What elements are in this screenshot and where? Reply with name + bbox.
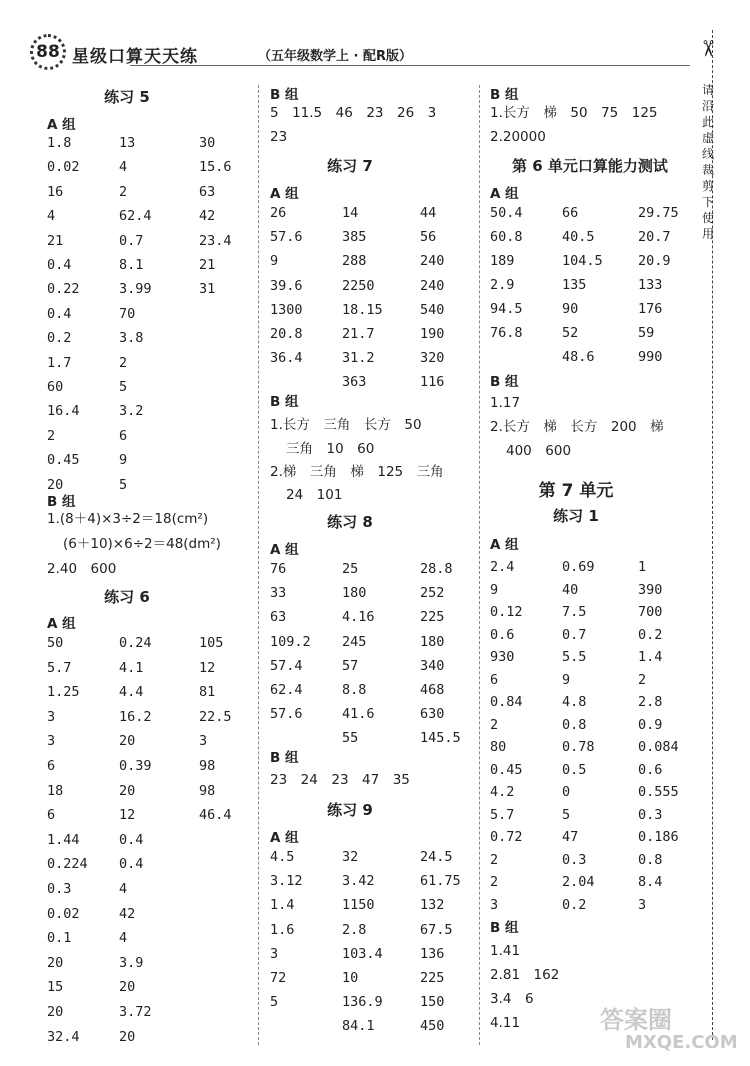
- group-label-a: A 组: [490, 186, 519, 202]
- answer-value: 6: [119, 427, 128, 444]
- answer-value: 189: [490, 253, 515, 269]
- answer-value: 2.8: [342, 921, 367, 938]
- answer-value: 15: [47, 979, 64, 996]
- answer-value: 0.22: [47, 281, 80, 298]
- answer-value: 252: [420, 585, 445, 602]
- answer-value: 0.224: [47, 856, 88, 873]
- answer-value: 0.12: [490, 604, 523, 620]
- group-label-b: B 组: [490, 87, 519, 103]
- watermark-url: MXQE.COM: [625, 1032, 738, 1053]
- answer-value: 0.6: [490, 626, 515, 643]
- answer-value: 245: [342, 633, 367, 650]
- answer-line: 23 24 23 47 35: [270, 772, 410, 788]
- answer-value: 50: [47, 635, 64, 651]
- answer-column-2: [270, 80, 470, 1050]
- answer-value: 0.7: [119, 232, 144, 249]
- answer-value: 5: [119, 379, 128, 395]
- answer-value: 4.4: [119, 684, 144, 701]
- answer-value: 0.69: [562, 559, 595, 575]
- answer-value: 33: [270, 585, 287, 602]
- group-label-b: B 组: [490, 920, 519, 936]
- answer-value: 0.02: [47, 159, 80, 176]
- answer-value: 66: [562, 205, 579, 221]
- answer-value: 0.2: [638, 626, 663, 643]
- book-subtitle: （五年级数学上 · 配R版）: [258, 49, 413, 64]
- answer-line: 400 600: [506, 443, 572, 459]
- answer-value: 84.1: [342, 1018, 375, 1035]
- answer-value: 0: [562, 784, 571, 800]
- cut-instruction: 请沿此虚线裁剪下使用: [701, 83, 714, 241]
- answer-value: 5.7: [47, 659, 72, 676]
- answer-value: 47: [562, 829, 579, 845]
- answer-value: 18: [47, 782, 64, 799]
- answer-value: 62.4: [119, 208, 152, 225]
- answer-value: 16.4: [47, 403, 80, 420]
- section-title-exercise-5: 练习 5: [104, 88, 150, 106]
- answer-value: 21.7: [342, 326, 375, 342]
- answer-value: 0.3: [638, 806, 663, 823]
- section-title-unit-6-test: 第 6 单元口算能力测试: [512, 157, 668, 175]
- answer-value: 8.4: [638, 874, 663, 890]
- answer-value: 42: [119, 905, 136, 922]
- answer-value: 16: [47, 183, 64, 200]
- answer-value: 2250: [342, 277, 375, 294]
- answer-value: 450: [420, 1018, 445, 1035]
- answer-value: 135: [562, 277, 587, 293]
- answer-value: 468: [420, 682, 445, 698]
- answer-value: 59: [638, 325, 655, 341]
- answer-value: 56: [420, 229, 437, 246]
- answer-value: 2: [119, 183, 128, 200]
- section-title-exercise-6: 练习 6: [104, 588, 150, 606]
- answer-value: 3: [270, 945, 279, 962]
- answer-value: 0.72: [490, 829, 523, 845]
- answer-value: 57.6: [270, 229, 303, 246]
- answer-value: 20: [47, 1004, 64, 1020]
- answer-value: 1150: [342, 897, 375, 914]
- section-title-exercise-8: 练习 8: [327, 513, 373, 531]
- answer-value: 5: [562, 806, 571, 823]
- answer-value: 40: [562, 581, 579, 598]
- answer-value: 2: [119, 354, 128, 371]
- answer-value: 4.8: [562, 694, 587, 710]
- answer-value: 2.8: [638, 694, 663, 710]
- answer-value: 3.72: [119, 1004, 152, 1020]
- answer-value: 48.6: [562, 349, 595, 365]
- answer-value: 57: [342, 657, 359, 674]
- answer-value: 6: [47, 758, 56, 774]
- answer-value: 9: [490, 581, 499, 598]
- answer-value: 62.4: [270, 682, 303, 698]
- answer-value: 390: [638, 581, 663, 598]
- column-divider: [479, 85, 480, 1045]
- answer-value: 2: [490, 874, 499, 890]
- answer-value: 1.4: [638, 649, 663, 665]
- answer-column-3: [490, 80, 690, 1050]
- answer-value: 1.4: [270, 897, 295, 914]
- answer-value: 4.1: [119, 659, 144, 676]
- answer-value: 136: [420, 945, 445, 962]
- answer-value: 0.4: [47, 305, 72, 322]
- answer-value: 930: [490, 649, 515, 665]
- answer-value: 63: [270, 609, 287, 626]
- answer-line: 3.4 6: [490, 991, 534, 1007]
- answer-value: 23.4: [199, 232, 232, 249]
- answer-line: (6＋10)×6÷2＝48(dm²): [63, 536, 221, 552]
- answer-value: 2: [47, 427, 56, 444]
- answer-value: 72: [270, 970, 287, 986]
- answer-value: 1.8: [47, 135, 72, 151]
- answer-value: 7.5: [562, 604, 587, 620]
- scissors-icon: ✂: [694, 39, 720, 58]
- answer-value: 104.5: [562, 253, 603, 269]
- answer-value: 3.8: [119, 330, 144, 347]
- answer-value: 340: [420, 657, 445, 674]
- answer-value: 4: [47, 208, 56, 225]
- answer-value: 2.4: [490, 559, 515, 575]
- answer-line: 1.(8＋4)×3÷2＝18(cm²): [47, 511, 209, 527]
- answer-line: 2.梯 三角 梯 125 三角: [270, 464, 444, 480]
- answer-value: 0.45: [490, 761, 523, 778]
- answer-value: 136.9: [342, 994, 383, 1011]
- answer-value: 40.5: [562, 229, 595, 245]
- series-title: 星级口算天天练: [72, 47, 198, 67]
- group-label-a: A 组: [47, 117, 76, 133]
- answer-value: 16.2: [119, 708, 152, 725]
- answer-value: 0.24: [119, 635, 152, 651]
- answer-value: 20: [119, 979, 136, 996]
- answer-value: 0.4: [119, 856, 144, 873]
- answer-line: 1.41: [490, 943, 521, 959]
- answer-value: 0.555: [638, 784, 679, 800]
- answer-value: 8.8: [342, 682, 367, 698]
- answer-value: 0.6: [638, 761, 663, 778]
- section-title-exercise-7: 练习 7: [327, 157, 373, 175]
- answer-value: 0.4: [47, 257, 72, 273]
- answer-value: 21: [47, 232, 64, 249]
- answer-value: 4.16: [342, 609, 375, 626]
- answer-value: 116: [420, 374, 445, 391]
- answer-value: 0.5: [562, 761, 587, 778]
- answer-value: 9: [270, 253, 279, 270]
- answer-value: 145.5: [420, 730, 461, 747]
- answer-value: 46.4: [199, 807, 232, 824]
- answer-value: 32.4: [47, 1028, 80, 1045]
- answer-value: 180: [420, 633, 445, 650]
- answer-value: 3.9: [119, 954, 144, 971]
- answer-value: 0.02: [47, 905, 80, 922]
- group-label-a: A 组: [270, 186, 299, 202]
- answer-value: 700: [638, 604, 663, 620]
- answer-value: 55: [342, 730, 359, 747]
- answer-value: 9: [119, 452, 128, 469]
- answer-value: 0.78: [562, 739, 595, 755]
- answer-value: 0.3: [47, 881, 72, 897]
- answer-value: 0.39: [119, 758, 152, 774]
- answer-value: 0.2: [562, 896, 587, 913]
- watermark-logo: 答案圈: [600, 1006, 672, 1034]
- group-label-a: A 组: [270, 830, 299, 846]
- answer-line: 4.11: [490, 1015, 521, 1031]
- answer-value: 1.44: [47, 831, 80, 848]
- group-label-a: A 组: [490, 537, 519, 553]
- answer-value: 60.8: [490, 229, 523, 245]
- answer-value: 0.8: [562, 716, 587, 733]
- answer-value: 4: [119, 159, 128, 176]
- answer-value: 385: [342, 229, 367, 246]
- answer-value: 180: [342, 585, 367, 602]
- answer-value: 14: [342, 205, 359, 221]
- group-label-b: B 组: [270, 394, 299, 410]
- answer-line: 2.长方 梯 长方 200 梯: [490, 419, 664, 435]
- answer-value: 29.75: [638, 205, 679, 221]
- answer-value: 3: [199, 733, 208, 750]
- answer-value: 12: [119, 807, 136, 824]
- answer-value: 60: [47, 379, 64, 395]
- answer-value: 26: [270, 205, 287, 221]
- answer-line: 1.长方 三角 长方 50: [270, 417, 422, 433]
- answer-value: 540: [420, 301, 445, 318]
- answer-value: 36.4: [270, 350, 303, 367]
- answer-value: 105: [199, 635, 224, 651]
- answer-value: 0.4: [119, 831, 144, 848]
- answer-value: 20: [47, 954, 64, 971]
- answer-value: 30: [199, 135, 216, 151]
- answer-value: 63: [199, 183, 216, 200]
- answer-value: 90: [562, 301, 579, 317]
- answer-line: 2.81 162: [490, 967, 560, 983]
- answer-value: 24.5: [420, 849, 453, 865]
- answer-value: 2: [638, 671, 647, 688]
- answer-value: 1.7: [47, 354, 72, 371]
- answer-value: 4.2: [490, 784, 515, 800]
- answer-value: 109.2: [270, 633, 311, 650]
- answer-value: 240: [420, 277, 445, 294]
- group-label-b: B 组: [47, 494, 76, 510]
- answer-value: 2.9: [490, 277, 515, 293]
- answer-value: 76.8: [490, 325, 523, 341]
- answer-value: 8.1: [119, 257, 144, 273]
- answer-value: 190: [420, 326, 445, 342]
- answer-value: 20: [119, 733, 136, 750]
- answer-value: 6: [47, 807, 56, 824]
- answer-value: 20: [119, 782, 136, 799]
- answer-line: 2.20000: [490, 129, 546, 145]
- answer-value: 10: [342, 970, 359, 986]
- answer-value: 1: [638, 559, 647, 575]
- answer-line: 24 101: [286, 487, 343, 503]
- group-label-b: B 组: [270, 87, 299, 103]
- answer-value: 12: [199, 659, 216, 676]
- answer-value: 18.15: [342, 301, 383, 318]
- answer-line: 1.17: [490, 395, 521, 411]
- answer-value: 0.186: [638, 829, 679, 845]
- answer-value: 288: [342, 253, 367, 270]
- answer-value: 225: [420, 609, 445, 626]
- answer-value: 240: [420, 253, 445, 270]
- answer-value: 3: [638, 896, 647, 913]
- answer-column-1: [47, 80, 247, 1050]
- answer-line: 5 11.5 46 23 26 3: [270, 105, 437, 121]
- answer-value: 20: [47, 476, 64, 493]
- answer-value: 4: [119, 881, 128, 897]
- answer-line: 23: [270, 129, 288, 145]
- answer-value: 31.2: [342, 350, 375, 367]
- answer-value: 20.9: [638, 253, 671, 269]
- answer-value: 3.99: [119, 281, 152, 298]
- answer-value: 41.6: [342, 706, 375, 723]
- answer-value: 132: [420, 897, 445, 914]
- group-label-b: B 组: [270, 750, 299, 766]
- answer-value: 5.5: [562, 649, 587, 665]
- page-number-badge: 88: [30, 34, 66, 70]
- answer-value: 3: [490, 896, 499, 913]
- answer-value: 39.6: [270, 277, 303, 294]
- answer-value: 0.8: [638, 851, 663, 868]
- answer-value: 22.5: [199, 708, 232, 725]
- answer-value: 32: [342, 849, 359, 865]
- answer-line: 2.40 600: [47, 561, 117, 577]
- answer-value: 0.2: [47, 330, 72, 347]
- answer-value: 1.6: [270, 921, 295, 938]
- answer-value: 9: [562, 671, 571, 688]
- answer-value: 5.7: [490, 806, 515, 823]
- answer-value: 2.04: [562, 874, 595, 890]
- answer-value: 4: [119, 930, 128, 947]
- answer-value: 20.8: [270, 326, 303, 342]
- answer-value: 15.6: [199, 159, 232, 176]
- answer-value: 57.4: [270, 657, 303, 674]
- answer-value: 176: [638, 301, 663, 317]
- answer-value: 80: [490, 739, 507, 755]
- answer-value: 67.5: [420, 921, 453, 938]
- answer-value: 21: [199, 257, 216, 273]
- answer-value: 44: [420, 205, 437, 221]
- answer-value: 225: [420, 970, 445, 986]
- answer-value: 3: [47, 708, 56, 725]
- answer-value: 31: [199, 281, 216, 298]
- answer-value: 76: [270, 561, 287, 577]
- answer-value: 0.3: [562, 851, 587, 868]
- answer-value: 630: [420, 706, 445, 723]
- answer-value: 3.2: [119, 403, 144, 420]
- answer-value: 4.5: [270, 849, 295, 865]
- answer-value: 61.75: [420, 873, 461, 890]
- answer-value: 2: [490, 716, 499, 733]
- answer-value: 150: [420, 994, 445, 1011]
- answer-value: 20: [119, 1028, 136, 1045]
- answer-value: 52: [562, 325, 579, 341]
- group-label-b: B 组: [490, 374, 519, 390]
- answer-value: 98: [199, 782, 216, 799]
- answer-value: 1.25: [47, 684, 80, 701]
- answer-value: 3: [47, 733, 56, 750]
- page-header: [30, 34, 690, 70]
- answer-value: 0.084: [638, 739, 679, 755]
- answer-value: 70: [119, 305, 136, 322]
- answer-value: 2: [490, 851, 499, 868]
- answer-value: 28.8: [420, 561, 453, 577]
- column-divider: [258, 85, 259, 1045]
- answer-value: 5: [119, 476, 128, 493]
- answer-value: 990: [638, 349, 663, 365]
- section-title-exercise-9: 练习 9: [327, 801, 373, 819]
- answer-value: 103.4: [342, 945, 383, 962]
- header-rule: [130, 65, 690, 66]
- answer-value: 42: [199, 208, 216, 225]
- answer-value: 94.5: [490, 301, 523, 317]
- answer-value: 0.84: [490, 694, 523, 710]
- section-title-unit-7-exercise-1: 练习 1: [553, 507, 599, 525]
- answer-value: 3.42: [342, 873, 375, 890]
- group-label-a: A 组: [47, 616, 76, 632]
- answer-value: 0.9: [638, 716, 663, 733]
- answer-value: 6: [490, 671, 499, 688]
- answer-value: 98: [199, 758, 216, 774]
- answer-value: 133: [638, 277, 663, 293]
- answer-value: 0.45: [47, 452, 80, 469]
- answer-value: 0.1: [47, 930, 72, 947]
- answer-line: 三角 10 60: [286, 441, 375, 457]
- answer-value: 50.4: [490, 205, 523, 221]
- answer-value: 57.6: [270, 706, 303, 723]
- answer-value: 25: [342, 561, 359, 577]
- unit-title: 第 7 单元: [538, 481, 614, 501]
- group-label-a: A 组: [270, 542, 299, 558]
- answer-value: 81: [199, 684, 216, 701]
- answer-line: 1.长方 梯 50 75 125: [490, 105, 658, 121]
- answer-value: 13: [119, 135, 136, 151]
- answer-value: 320: [420, 350, 445, 367]
- answer-value: 0.7: [562, 626, 587, 643]
- answer-value: 3.12: [270, 873, 303, 890]
- answer-value: 20.7: [638, 229, 671, 245]
- answer-value: 363: [342, 374, 367, 391]
- answer-value: 5: [270, 994, 279, 1011]
- answer-value: 1300: [270, 301, 303, 318]
